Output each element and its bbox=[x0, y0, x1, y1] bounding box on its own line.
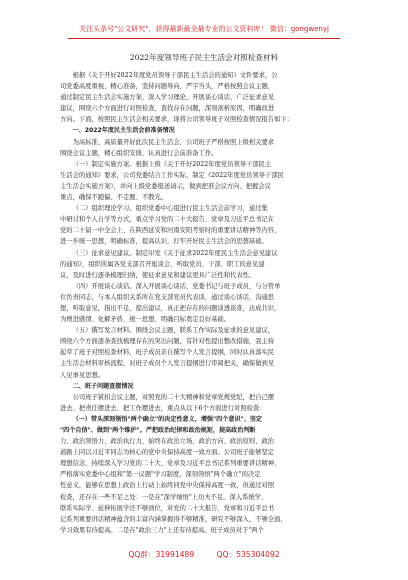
body-line: 围绕会议主题，精心组织安排，认真进行会前准备工作。 bbox=[60, 149, 218, 157]
body-line: 人见事见思想。 bbox=[60, 371, 105, 379]
body-line: （三）征求意见建议。制定印发《关于征求2022年度民主生活会意见建议 bbox=[72, 249, 278, 257]
body-line: 重点，确保不跑偏、不走题、不散光。 bbox=[60, 194, 168, 202]
header-divider bbox=[68, 38, 340, 39]
body-line: 公司班子紧扣会议主题，对照党的二十大精神和党章党规党纪，把自己摆 bbox=[72, 393, 275, 401]
body-line: 进去、把责任摆进去、把工作摆进去，重点从以下6个方面进行对照检查： bbox=[60, 404, 266, 412]
body-line: 中研讨和个人自学等方式，重点学习党的二十大报告、党章及习近平总书记在 bbox=[60, 216, 275, 224]
body-line: （一）制定实施方案。根据上级《关于开好2022年度党员领导干部民主 bbox=[72, 160, 272, 168]
body-line: （五）撰写发言材料。围绕会议主题，联系工作实际及征求的意见建议， bbox=[72, 327, 275, 335]
body-line: 严格落实党委中心组和"第一议题"学习制度，深刻领悟"两个确立"的决定 bbox=[60, 471, 261, 479]
body-line: 的通知》，组织所属各党支部召开座谈会，听取党员、干部、职工的意见建 bbox=[60, 260, 265, 268]
body-line: 党的二十届一中全会上、在陕西延安和河南安阳考察时的重要讲话精神等内容， bbox=[60, 227, 281, 235]
body-line: 方向。下面，按照民主生活会相关要求，现将公司领导班子对照检查情况报告如下： bbox=[60, 116, 293, 124]
body-line: 主生活会实施方案》，并向上级党委报送请示，做到把准会议方向、把握会议 bbox=[60, 182, 271, 190]
qq-contact: QQ：535304092 bbox=[216, 550, 280, 559]
body-line: 记系列重要讲话精神蕴含的丰富内涵掌握得不够精准，研究不够深入、不够全面， bbox=[60, 515, 287, 523]
body-line: 主生活会材料审核流程，对班子成员个人发言提纲进行审阅把关，确保做到见 bbox=[60, 360, 275, 368]
contact-footer bbox=[60, 548, 348, 562]
body-line: 起草了班子对照检查材料，班子成员亲自撰写个人发言提纲，同时认真落实民 bbox=[60, 349, 275, 357]
qq-group: QQ群：31991489 bbox=[128, 550, 195, 559]
body-line: 通过制定民主生活会实施方案、深入学习理论、开展谈心谈话、广泛征求意见 bbox=[60, 94, 275, 102]
body-line: 建议，围绕六个方面进行对照检查，查找存在问题，深刻剖析原因，明确改进 bbox=[60, 105, 275, 113]
document-body bbox=[60, 70, 348, 536]
body-line: 力、政治领悟力、政治执行力，始终在政治立场、政治方向、政治原则、政治 bbox=[60, 438, 275, 446]
body-line: "四个自信"、做到"两个维护"。严把政治纪律和政治规矩，提高政治判断 bbox=[60, 427, 256, 434]
body-line: 为增进感情、化解矛盾、统一思想、明确目标奠定良好基础。 bbox=[60, 316, 231, 324]
promo-banner: 关注头条号"公文研究"，获得最新最全最专业的公文资料库！ 微信：gongwenyj bbox=[79, 25, 329, 33]
body-line: 一、2022年度民主生活会前准备情况 bbox=[72, 127, 175, 135]
body-line: 联系实际学、延伸拓展学还不够到位，对党的二十大报告、党章和习近平总书 bbox=[60, 504, 275, 512]
body-line: 想，听取意见，指出不足，提出建议，真正把存在的问题谈透谈准，达成共识， bbox=[60, 304, 281, 312]
body-line: 位负责同志，与本人组织关系所在党支部党员代表谈，通过谈心谈话，沟通思 bbox=[60, 293, 275, 301]
body-line: 议，及时进行逐条梳理归纳，使征求意见和建议更具广泛性和代表性。 bbox=[60, 271, 256, 279]
body-line: 生活会的通知》要求，公司党委结合工作实际，制定《2022年度党员领导干部民 bbox=[60, 171, 284, 179]
body-line: 检查，还存在一些不足之处：一是在"深学细悟"上功夫不足。深入系统学、 bbox=[60, 493, 268, 501]
body-line: 司党委高度重视、精心准备，坚持问题导向，严字当头，严格按照会议主题， bbox=[60, 83, 275, 91]
body-line: （二）组织理论学习。组织党委中心组进行民主生活会前学习，通过集 bbox=[72, 205, 268, 213]
body-line: 根据《关于开好2022年度党员领导干部民主生活会的通知》文件要求，公 bbox=[72, 72, 278, 79]
document-title: 2022年度领导班子民主生活会对照检查材料 bbox=[129, 53, 279, 62]
body-line: （四）开展谈心谈话。深入开展谈心谈话，党委书记与班子成员、与分管单 bbox=[72, 282, 281, 290]
body-line: 进一步统一思想，明确标准，提高认识，打牢开好民主生活会的思想基础。 bbox=[60, 238, 268, 246]
body-line: 为高标准、高质量开好此次民主生活会，公司班子严格按照上级相关要求 bbox=[72, 138, 275, 146]
body-line: 围绕六个方面逐条查找梳理存在的突出问题，有针对性提出整改措施，我主持 bbox=[60, 338, 275, 346]
body-line: 二、班子问题查摆情况 bbox=[72, 382, 134, 390]
body-line: 学习效果有待提高。二是在"政治三力"上还有待提高。班子成员对于"两个 bbox=[60, 526, 264, 534]
body-line: 性意义，能够在思想上政治上行动上始终同党中央保持高度一致，但通过对照 bbox=[60, 482, 275, 490]
body-line: 理想信念，持续深入学习党的二十大、党章及习近平总书记系列重要讲话精神， bbox=[60, 460, 281, 468]
body-line: （一）带头深刻领悟"两个确立"的决定性意义，增强"四个意识"、坚定 bbox=[72, 415, 263, 423]
body-line: 道路上同以习近平同志为核心的党中央保持高度一致方面。公司班子能够坚定 bbox=[60, 449, 275, 457]
